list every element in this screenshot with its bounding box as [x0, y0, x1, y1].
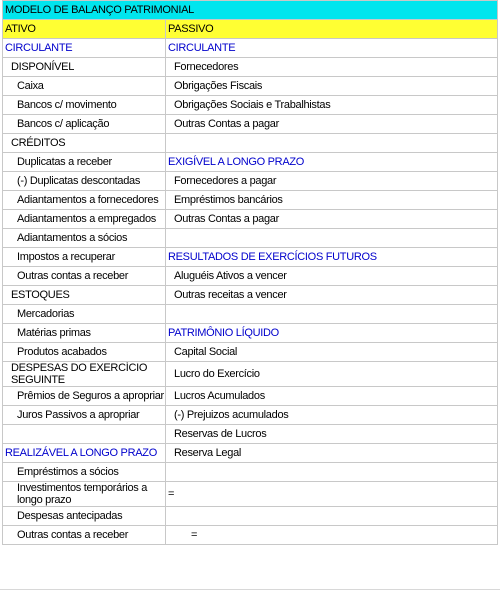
ativo-item: Outras contas a receber	[3, 526, 166, 545]
table-row	[3, 153, 498, 172]
table-row	[3, 172, 498, 191]
passivo-item: Outras Contas a pagar	[166, 115, 498, 134]
table-row	[3, 229, 498, 248]
ativo-group-creditos: CRÉDITOS	[3, 134, 166, 153]
bottom-divider	[0, 589, 500, 590]
passivo-empty	[166, 507, 498, 526]
ativo-item: Impostos a recuperar	[3, 248, 166, 267]
table-row	[3, 343, 498, 362]
table-row	[3, 39, 498, 58]
ativo-group-disponivel: DISPONÍVEL	[3, 58, 166, 77]
sheet-title: MODELO DE BALANÇO PATRIMONIAL	[3, 1, 498, 20]
ativo-item: Adiantamentos a sócios	[3, 229, 166, 248]
table-row	[3, 444, 498, 463]
passivo-item: Outras Contas a pagar	[166, 210, 498, 229]
table-row	[3, 425, 498, 444]
passivo-section-circulante: CIRCULANTE	[166, 39, 498, 58]
passivo-item: Obrigações Fiscais	[166, 77, 498, 96]
ativo-item: Investimentos temporários a longo prazo	[3, 482, 166, 507]
passivo-item: Lucros Acumulados	[166, 387, 498, 406]
ativo-item: Bancos c/ movimento	[3, 96, 166, 115]
passivo-item: Fornecedores	[166, 58, 498, 77]
ativo-item: Adiantamentos a fornecedores	[3, 191, 166, 210]
ativo-item: Prêmios de Seguros a apropriar	[3, 387, 166, 406]
passivo-equals: =	[166, 526, 498, 545]
passivo-section-resultados: RESULTADOS DE EXERCÍCIOS FUTUROS	[166, 248, 498, 267]
passivo-item: Reservas de Lucros	[166, 425, 498, 444]
ativo-item: Outras contas a receber	[3, 267, 166, 286]
table-row	[3, 134, 498, 153]
passivo-item: Empréstimos bancários	[166, 191, 498, 210]
table-row	[3, 324, 498, 343]
title-row	[3, 1, 498, 20]
table-row	[3, 58, 498, 77]
table-row	[3, 482, 498, 507]
ativo-item: Mercadorias	[3, 305, 166, 324]
passivo-item: Lucro do Exercício	[166, 362, 498, 387]
table-row	[3, 267, 498, 286]
table-row	[3, 115, 498, 134]
ativo-item: Juros Passivos a apropriar	[3, 406, 166, 425]
table-row	[3, 305, 498, 324]
table-row	[3, 362, 498, 387]
header-row	[3, 20, 498, 39]
table-row	[3, 210, 498, 229]
ativo-item: Caixa	[3, 77, 166, 96]
passivo-empty	[166, 463, 498, 482]
passivo-item: (-) Prejuizos acumulados	[166, 406, 498, 425]
table-row	[3, 463, 498, 482]
ativo-item: (-) Duplicatas descontadas	[3, 172, 166, 191]
passivo-empty	[166, 229, 498, 248]
header-passivo: PASSIVO	[166, 20, 498, 39]
ativo-item: Despesas antecipadas	[3, 507, 166, 526]
passivo-item: Aluguéis Ativos a vencer	[166, 267, 498, 286]
passivo-section-exigivel: EXIGÍVEL A LONGO PRAZO	[166, 153, 498, 172]
passivo-item: Fornecedores a pagar	[166, 172, 498, 191]
ativo-item: Adiantamentos a empregados	[3, 210, 166, 229]
ativo-item: Matérias primas	[3, 324, 166, 343]
header-ativo: ATIVO	[3, 20, 166, 39]
passivo-equals: =	[166, 482, 498, 507]
balance-sheet-table	[2, 0, 498, 545]
table-row	[3, 191, 498, 210]
passivo-item: Capital Social	[166, 343, 498, 362]
ativo-item: Empréstimos a sócios	[3, 463, 166, 482]
passivo-item: Reserva Legal	[166, 444, 498, 463]
table-row	[3, 507, 498, 526]
table-row	[3, 96, 498, 115]
table-row	[3, 387, 498, 406]
passivo-empty	[166, 134, 498, 153]
ativo-group-estoques: ESTOQUES	[3, 286, 166, 305]
table-row	[3, 77, 498, 96]
ativo-item: Bancos c/ aplicação	[3, 115, 166, 134]
passivo-item: Outras receitas a vencer	[166, 286, 498, 305]
ativo-empty	[3, 425, 166, 444]
ativo-section-circulante: CIRCULANTE	[3, 39, 166, 58]
table-row	[3, 526, 498, 545]
table-row	[3, 406, 498, 425]
table-row	[3, 248, 498, 267]
table-row	[3, 286, 498, 305]
passivo-item: Obrigações Sociais e Trabalhistas	[166, 96, 498, 115]
ativo-group-despesas: DESPESAS DO EXERCÍCIO SEGUINTE	[3, 362, 166, 387]
passivo-section-patrimonio: PATRIMÔNIO LÍQUIDO	[166, 324, 498, 343]
passivo-empty	[166, 305, 498, 324]
ativo-section-realizavel: REALIZÁVEL A LONGO PRAZO	[3, 444, 166, 463]
ativo-item: Produtos acabados	[3, 343, 166, 362]
ativo-item: Duplicatas a receber	[3, 153, 166, 172]
